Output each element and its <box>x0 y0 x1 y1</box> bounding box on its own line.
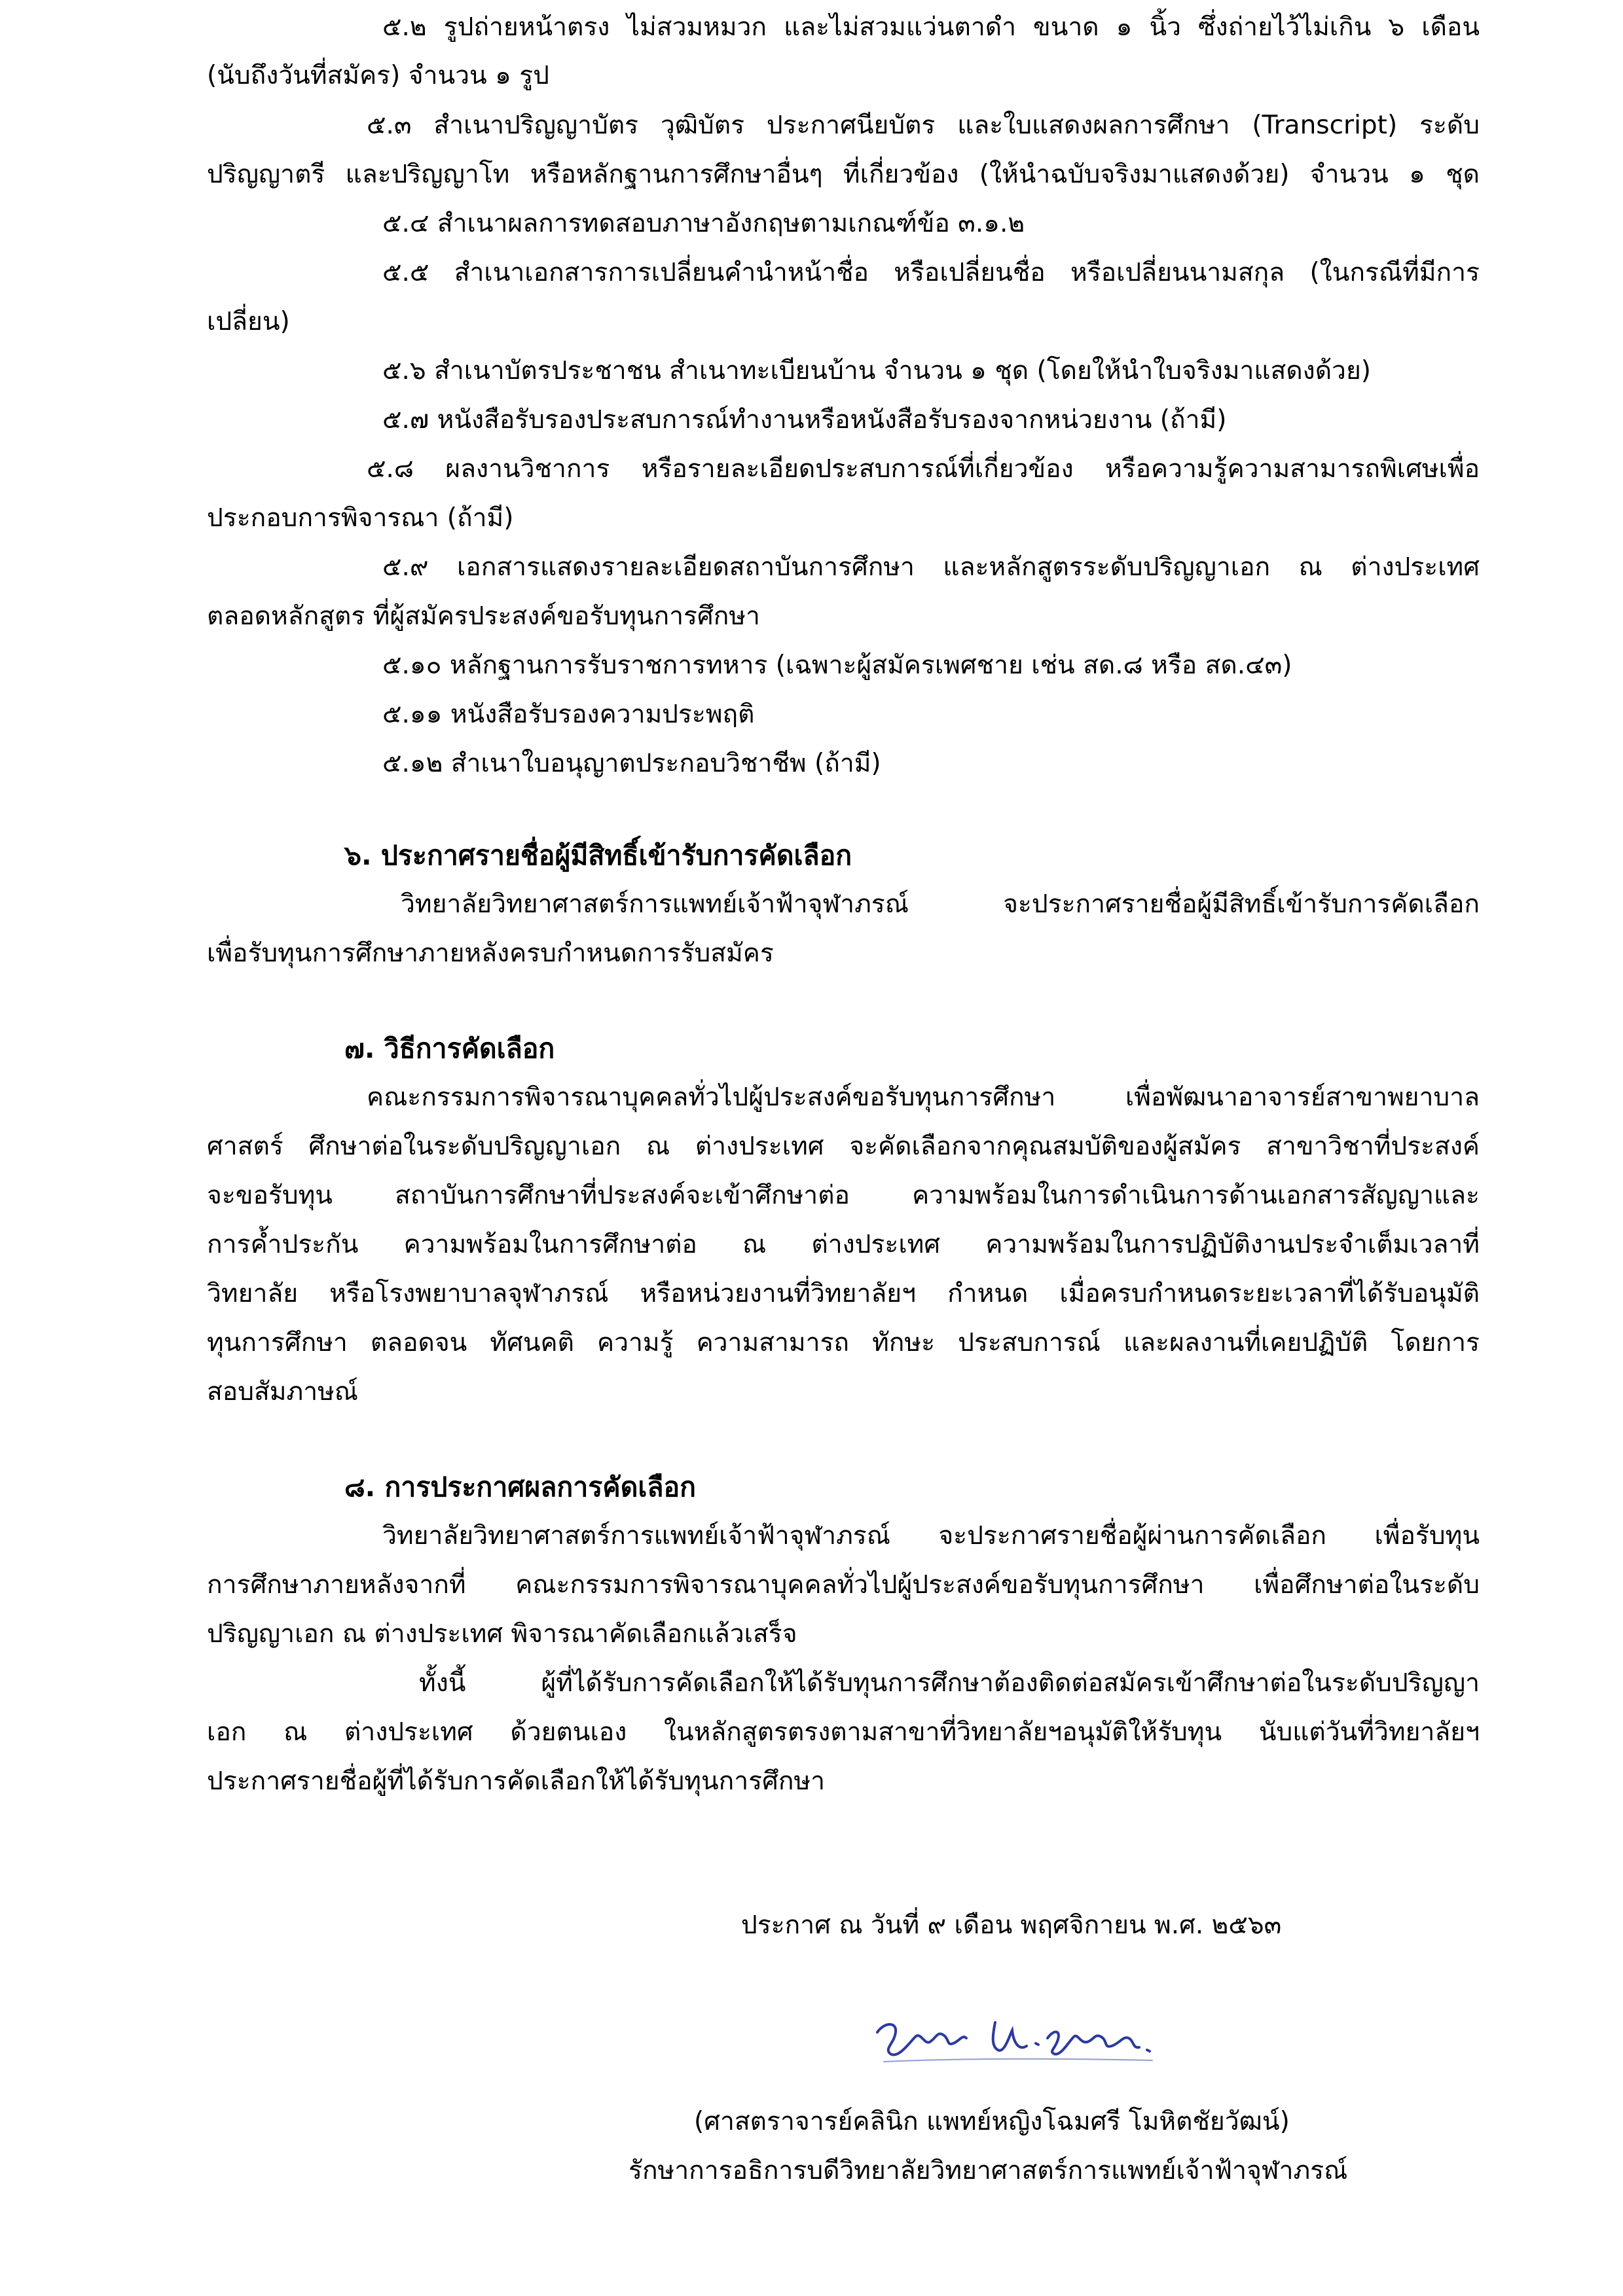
signer-title: รักษาการอธิการบดีวิทยาลัยวิทยาศาสตร์การแพทย์เจ้าฟ้าจุฬาภรณ์ <box>629 2156 1348 2185</box>
item-5-12: ๕.๑๒ สำเนาใบอนุญาตประกอบวิชาชีพ (ถ้ามี) <box>382 749 881 778</box>
section-8-line6: ประกาศรายชื่อผู้ที่ได้รับการคัดเลือกให้ได้รับทุนการศึกษา <box>207 1767 826 1796</box>
section-6-heading: ๖. ประกาศรายชื่อผู้มีสิทธิ์เข้ารับการคัดเลือก <box>344 840 852 871</box>
section-8-line3: ปริญญาเอก ณ ต่างประเทศ พิจารณาคัดเลือกแล้วเสร็จ <box>207 1619 797 1649</box>
section-7-line4: การค้ำประกัน ความพร้อมในการศึกษาต่อ ณ ต่างประเทศ ความพร้อมในการปฏิบัติงานประจำเต็มเวลาที่ <box>207 1230 1480 1259</box>
item-5-7: ๕.๗ หนังสือรับรองประสบการณ์ทำงานหรือหนังสือรับรองจากหน่วยงาน (ถ้ามี) <box>382 405 1227 435</box>
section-7-line2: ศาสตร์ ศึกษาต่อในระดับปริญญาเอก ณ ต่างประเทศ จะคัดเลือกจากคุณสมบัติของผู้สมัคร สาขาวิชาที่ประสงค์ <box>207 1132 1480 1161</box>
item-5-8-line2: ประกอบการพิจารณา (ถ้ามี) <box>207 503 514 533</box>
section-7-line1: คณะกรรมการพิจารณาบุคคลทั่วไปผู้ประสงค์ขอรับทุนการศึกษา เพื่อพัฒนาอาจารย์สาขาพยาบาล <box>367 1083 1480 1112</box>
section-8-line2: การศึกษาภายหลังจากที่ คณะกรรมการพิจารณาบุคคลทั่วไปผู้ประสงค์ขอรับทุนการศึกษา เพื่อศึกษาต่อในระดับ <box>207 1570 1480 1600</box>
section-8-line1: วิทยาลัยวิทยาศาสตร์การแพทย์เจ้าฟ้าจุฬาภรณ์ จะประกาศรายชื่อผู้ผ่านการคัดเลือก เพื่อรับทุน <box>382 1521 1480 1551</box>
signature <box>864 1996 1178 2075</box>
section-6-line1: วิทยาลัยวิทยาศาสตร์การแพทย์เจ้าฟ้าจุฬาภรณ์ จะประกาศรายชื่อผู้มีสิทธิ์เข้ารับการคัดเลือก <box>401 889 1480 919</box>
section-7-heading: ๗. วิธีการคัดเลือก <box>344 1033 555 1064</box>
section-7-line3: จะขอรับทุน สถาบันการศึกษาที่ประสงค์จะเข้าศึกษาต่อ ความพร้อมในการดำเนินการด้านเอกสารสัญญาและ <box>207 1181 1480 1210</box>
item-5-3-line2: ปริญญาตรี และปริญญาโท หรือหลักฐานการศึกษาอื่นๆ ที่เกี่ยวข้อง (ให้นำฉบับจริงมาแสดงด้วย) จำนวน ๑ ชุด <box>207 160 1480 189</box>
section-7-line6: ทุนการศึกษา ตลอดจน ทัศนคติ ความรู้ ความสามารถ ทักษะ ประสบการณ์ และผลงานที่เคยปฏิบัติ โดยการ <box>207 1328 1480 1357</box>
section-6-line2: เพื่อรับทุนการศึกษาภายหลังครบกำหนดการรับสมัคร <box>207 939 774 968</box>
signer-name: (ศาสตราจารย์คลินิก แพทย์หญิงโฉมศรี โมหิตชัยวัฒน์) <box>694 2107 1290 2136</box>
item-5-3-line1: ๕.๓ สำเนาปริญญาบัตร วุฒิบัตร ประกาศนียบัตร และใบแสดงผลการศึกษา (Transcript) ระดับ <box>367 111 1480 140</box>
item-5-5-line2: เปลี่ยน) <box>207 307 290 336</box>
item-5-5-line1: ๕.๕ สำเนาเอกสารการเปลี่ยนคำนำหน้าชื่อ หรือเปลี่ยนชื่อ หรือเปลี่ยนนามสกุล (ในกรณีที่มีการ <box>382 258 1480 287</box>
item-5-6: ๕.๖ สำเนาบัตรประชาชน สำเนาทะเบียนบ้าน จำนวน ๑ ชุด (โดยให้นำใบจริงมาแสดงด้วย) <box>382 356 1372 386</box>
item-5-9-line2: ตลอดหลักสูตร ที่ผู้สมัครประสงค์ขอรับทุนการศึกษา <box>207 601 760 631</box>
section-7-line5: วิทยาลัย หรือโรงพยาบาลจุฬาภรณ์ หรือหน่วยงานที่วิทยาลัยฯ กำหนด เมื่อครบกำหนดระยะเวลาที่ได้รับอนุมัติ <box>207 1279 1480 1308</box>
item-5-11: ๕.๑๑ หนังสือรับรองความประพฤติ <box>382 700 755 729</box>
item-5-2-line2: (นับถึงวันที่สมัคร) จำนวน ๑ รูป <box>207 61 549 90</box>
announcement-date: ประกาศ ณ วันที่ ๙ เดือน พฤศจิกายน พ.ศ. ๒๕๖๓ <box>741 1910 1282 1940</box>
section-7-line7: สอบสัมภาษณ์ <box>207 1377 358 1407</box>
section-8-heading: ๘. การประกาศผลการคัดเลือก <box>344 1471 696 1503</box>
section-8-line4: ทั้งนี้ ผู้ที่ได้รับการคัดเลือกให้ได้รับทุนการศึกษาต้องติดต่อสมัครเข้าศึกษาต่อในระดับปริญญา <box>419 1668 1480 1698</box>
item-5-9-line1: ๕.๙ เอกสารแสดงรายละเอียดสถาบันการศึกษา และหลักสูตรระดับปริญญาเอก ณ ต่างประเทศ <box>382 552 1480 582</box>
item-5-8-line1: ๕.๘ ผลงานวิชาการ หรือรายละเอียดประสบการณ์ที่เกี่ยวข้อง หรือความรู้ความสามารถพิเศษเพื่อ <box>367 454 1480 484</box>
item-5-2-line1: ๕.๒ รูปถ่ายหน้าตรง ไม่สวมหมวก และไม่สวมแว่นตาดำ ขนาด ๑ นิ้ว ซึ่งถ่ายไว้ไม่เกิน ๖ เดือน <box>382 12 1480 42</box>
section-8-line5: เอก ณ ต่างประเทศ ด้วยตนเอง ในหลักสูตรตรงตามสาขาที่วิทยาลัยฯอนุมัติให้รับทุน นับแต่วันที่วิทยาลัยฯ <box>207 1717 1480 1747</box>
item-5-4: ๕.๔ สำเนาผลการทดสอบภาษาอังกฤษตามเกณฑ์ข้อ ๓.๑.๒ <box>382 209 1025 238</box>
item-5-10: ๕.๑๐ หลักฐานการรับราชการทหาร (เฉพาะผู้สมัครเพศชาย เช่น สด.๘ หรือ สด.๔๓) <box>382 651 1292 680</box>
